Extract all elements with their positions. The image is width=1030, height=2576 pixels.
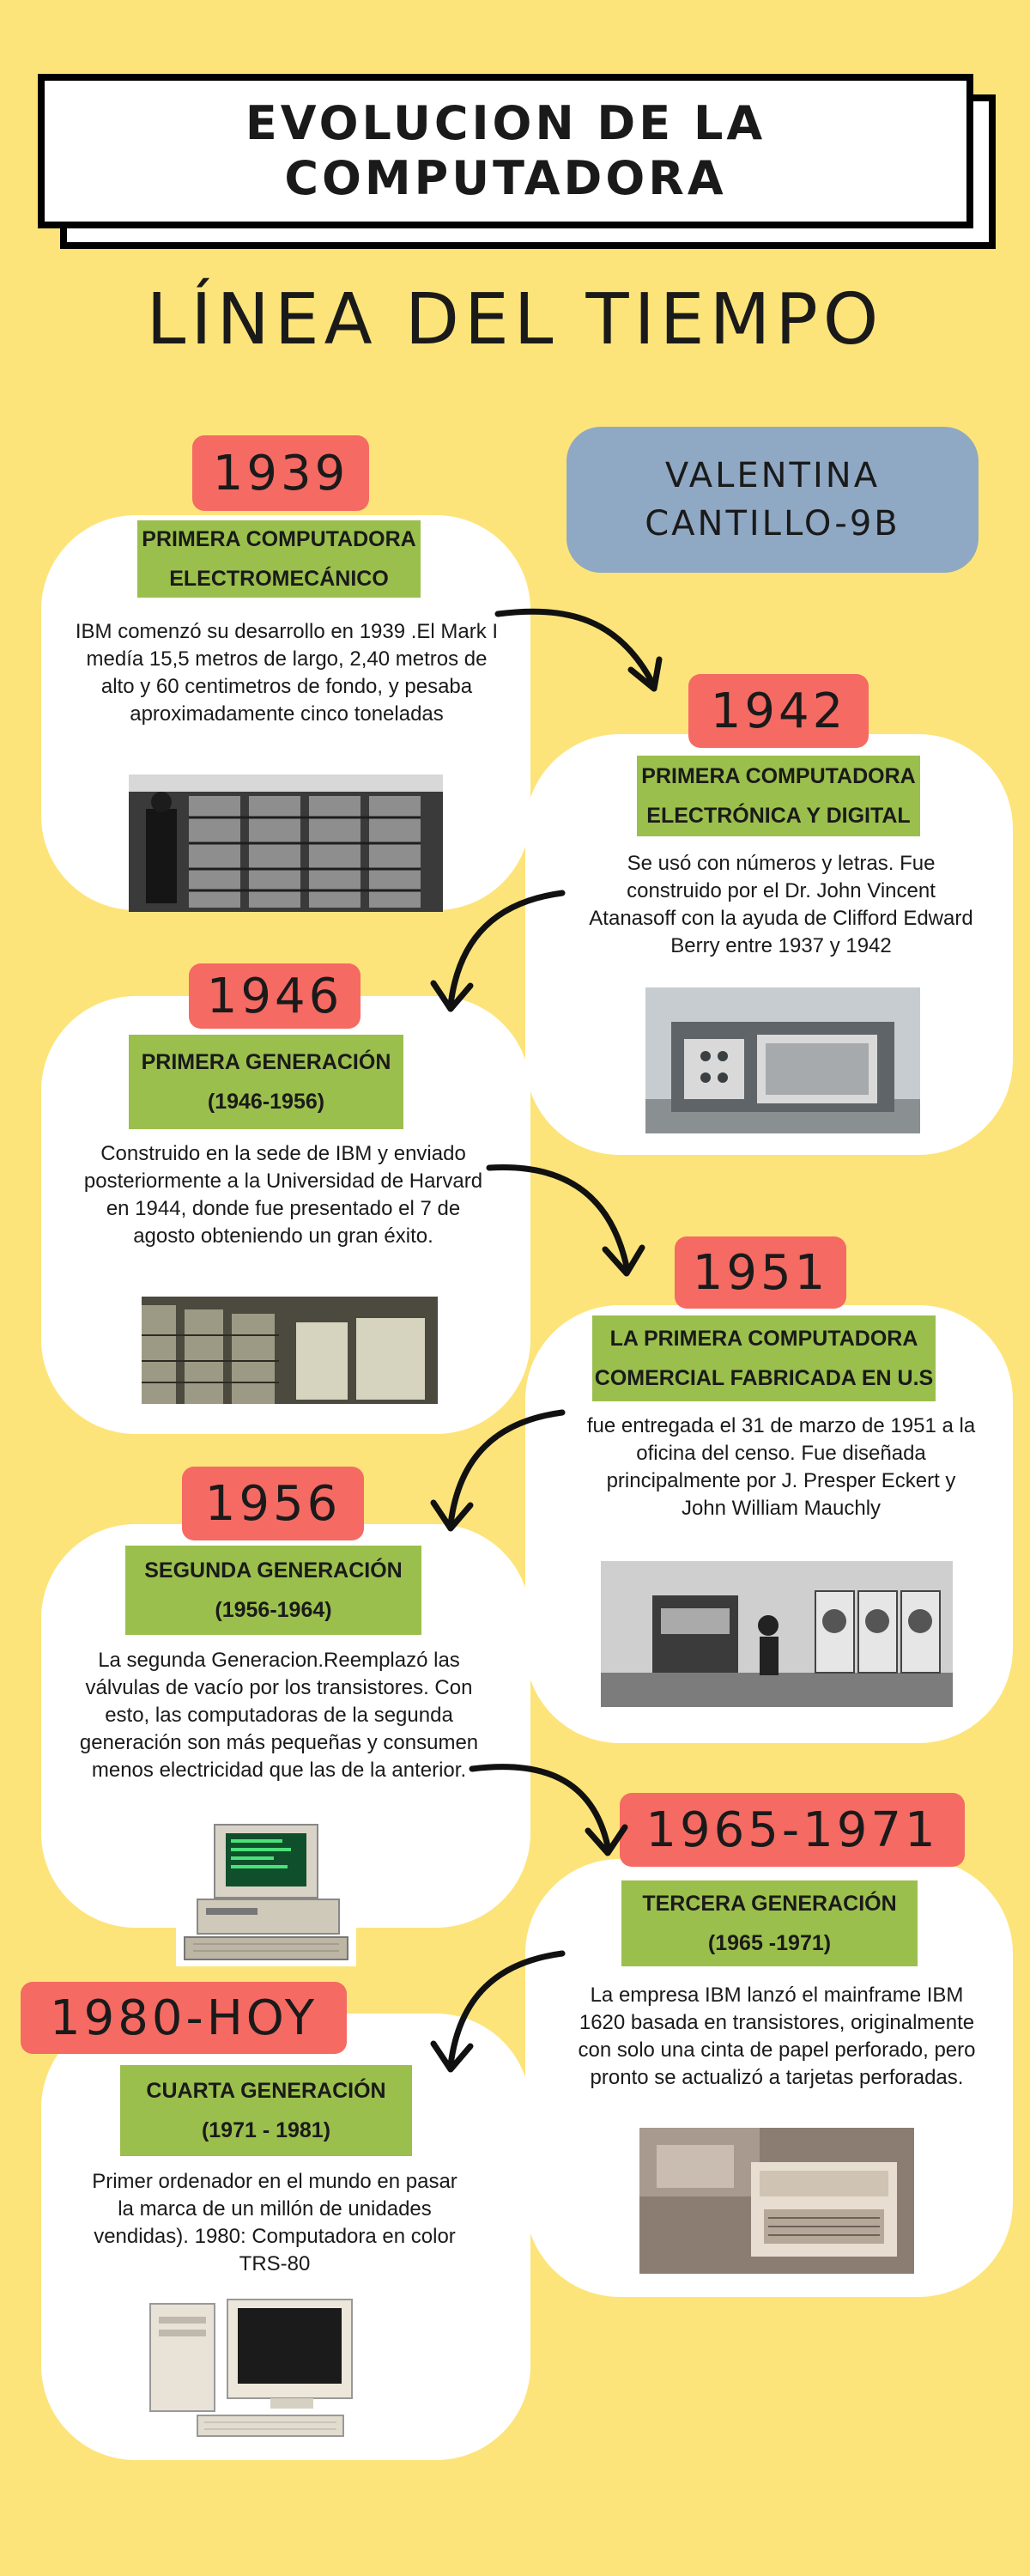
page-title-line-1: EVOLUCION DE LA: [245, 96, 766, 150]
year-badge-1939: 1939: [192, 435, 369, 511]
photo-univac-image: [601, 1561, 953, 1707]
photo-harvard-mark-image: [142, 1297, 438, 1404]
label-line-2: (1971 - 1981): [201, 2118, 331, 2142]
year-badge-1980: 1980-HOY: [21, 1982, 347, 2054]
photo-ibm-1620-image: [639, 2128, 914, 2274]
label-badge-1946: [129, 1035, 403, 1129]
photo-abc-computer: [645, 987, 920, 1133]
photo-harvard-mark: [142, 1297, 438, 1404]
entry-description-1946: Construido en la sede de IBM y enviado posteriormente a la Universidad de Harvard en 1944, donde fue presentado el 7 de agosto obteniendo un gran éxito.: [83, 1142, 483, 1248]
label-badge-1942: [637, 756, 920, 836]
entry-description-1939: IBM comenzó su desarrollo en 1939 .El Mark I medía 15,5 metros de largo, 2,40 metros de alto y 60 centimetros de fondo, y pesaba aproximadamente cinco toneladas: [75, 620, 499, 726]
photo-mark-i: [129, 775, 443, 912]
author-class: CANTILLO-9B: [645, 504, 900, 544]
entry-description-1951: fue entregada el 31 de marzo de 1951 a la oficina del censo. Fue diseñada principalmente por J. Presper Eckert y John William Mauchly: [586, 1414, 976, 1520]
entry-description-1965: La empresa IBM lanzó el mainframe IBM 1620 basada en transistores, originalmente con solo una cinta de papel perforado, pero pronto se actualizó a tarjetas perforadas.: [578, 1984, 976, 2089]
photo-trs-80: [146, 2291, 365, 2441]
arrow-1965-to-1980: [421, 1945, 575, 2082]
photo-ibm-1620: [639, 2128, 914, 2274]
label-line-1: TERCERA GENERACIÓN: [642, 1892, 897, 1916]
label-badge-1965: [621, 1880, 918, 1966]
entry-description-1956: La segunda Generacion.Reemplazó las válvulas de vacío por los transistores. Con esto, las computadoras de la segunda generación son más pequeñas y consumen menos electricidad que las de la anterior.: [79, 1649, 479, 1782]
arrow-1946-to-1951: [481, 1155, 652, 1284]
year-badge-1965: 1965-1971: [620, 1793, 965, 1867]
photo-mark-i-image: [129, 775, 443, 912]
label-line-2: COMERCIAL FABRICADA EN U.S: [594, 1366, 934, 1390]
label-badge-1951: [592, 1315, 936, 1401]
page-subtitle: LÍNEA DEL TIEMPO: [146, 279, 884, 361]
arrow-1956-to-1965: [464, 1752, 635, 1863]
page-title-line-2: COMPUTADORA: [284, 151, 727, 205]
title-box: [38, 74, 973, 228]
entry-description-1980: Primer ordenador en el mundo en pasar la marca de un millón de unidades vendidas). 1980: Computadora en color TRS-80: [92, 2170, 457, 2275]
photo-univac: [601, 1561, 953, 1707]
arrow-1939-to-1942: [489, 601, 678, 704]
label-line-1: PRIMERA COMPUTADORA: [641, 764, 916, 788]
label-badge-1956: [125, 1546, 421, 1635]
label-line-2: ELECTRÓNICA Y DIGITAL: [646, 804, 911, 828]
photo-second-gen-image: [176, 1820, 356, 1966]
author-name: VALENTINA: [664, 456, 881, 495]
year-badge-1956: 1956: [182, 1467, 364, 1540]
label-line-1: PRIMERA COMPUTADORA: [142, 527, 416, 551]
label-line-2: (1965 -1971): [707, 1931, 832, 1955]
label-badge-1980: [120, 2065, 412, 2156]
label-line-1: LA PRIMERA COMPUTADORA: [609, 1327, 918, 1351]
author-box: [566, 427, 978, 573]
label-line-1: CUARTA GENERACIÓN: [146, 2079, 386, 2103]
year-badge-1942: 1942: [688, 674, 869, 748]
year-badge-1951: 1951: [675, 1236, 846, 1309]
photo-trs-80-image: [146, 2291, 365, 2441]
label-badge-1939: [137, 520, 421, 598]
label-line-1: SEGUNDA GENERACIÓN: [144, 1558, 403, 1583]
arrow-1942-to-1946: [421, 884, 575, 1022]
label-line-2: ELECTROMECÁNICO: [169, 567, 389, 591]
photo-abc-image: [645, 987, 920, 1133]
entry-description-1942: Se usó con números y letras. Fue construido por el Dr. John Vincent Atanasoff con la ayuda de Clifford Edward Berry entre 1937 y 1942: [589, 852, 973, 957]
year-badge-1946: 1946: [189, 963, 360, 1029]
label-line-2: (1946-1956): [207, 1090, 325, 1114]
label-line-2: (1956-1964): [215, 1598, 332, 1622]
label-line-1: PRIMERA GENERACIÓN: [141, 1050, 391, 1074]
arrow-1951-to-1956: [421, 1404, 575, 1541]
photo-second-gen-computer: [176, 1820, 356, 1966]
